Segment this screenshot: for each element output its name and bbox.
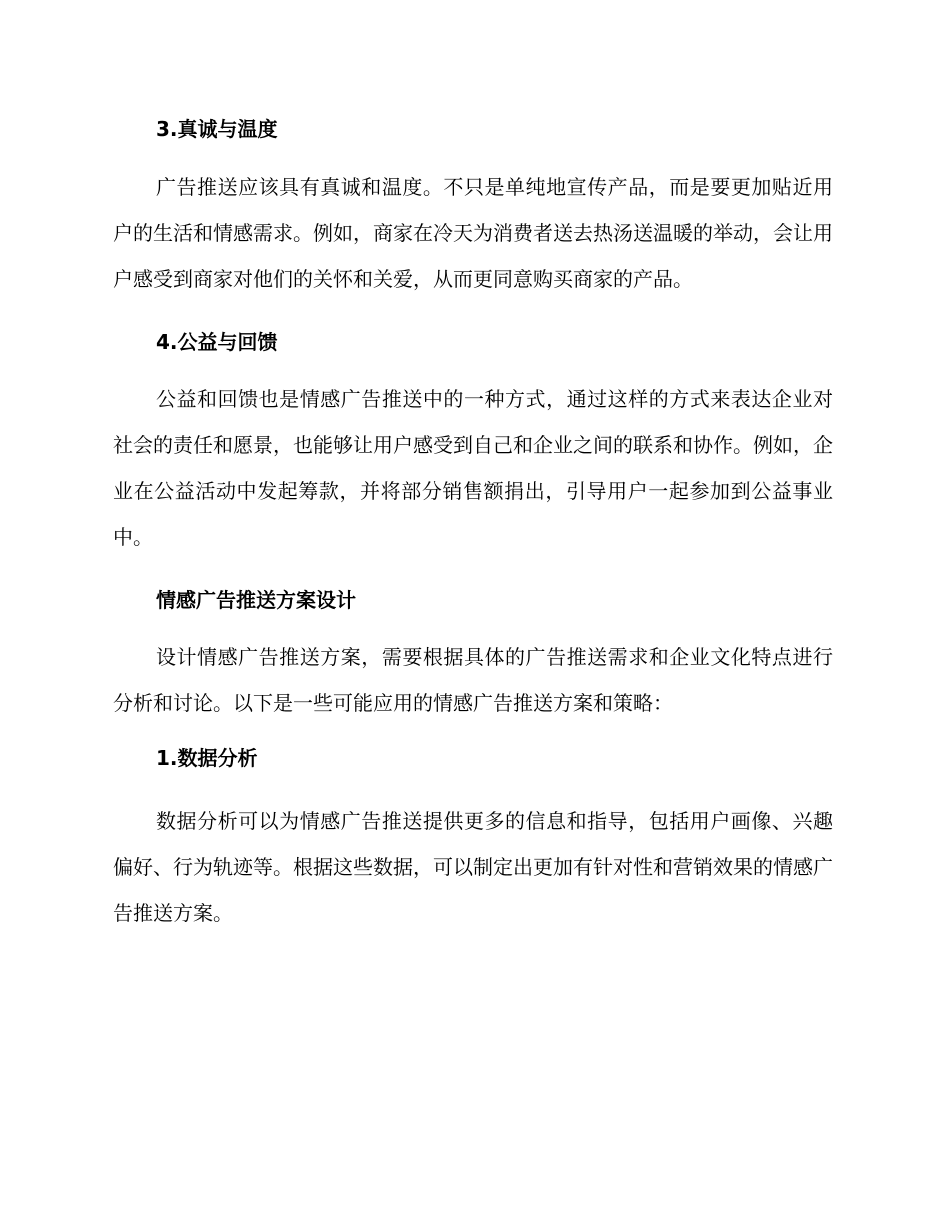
document-body bbox=[113, 111, 833, 936]
section-heading-data-analysis: 1.数据分析 bbox=[156, 746, 258, 770]
section-heading-sincerity-warmth: 3.真诚与温度 bbox=[156, 117, 278, 141]
section-paragraph-data-analysis: 数据分析可以为情感广告推送提供更多的信息和指导，包括用户画像、兴趣偏好、行为轨迹等。根据这些数据，可以制定出更加有针对性和营销效果的情感广告推送方案。 bbox=[113, 809, 833, 925]
section-paragraph-charity-feedback: 公益和回馈也是情感广告推送中的一种方式，通过这样的方式来表达企业对社会的责任和愿景，也能够让用户感受到自己和企业之间的联系和协作。例如，企业在公益活动中发起筹款，并将部分销售额捐出，引导用户一起参加到公益事业中。 bbox=[113, 387, 833, 549]
section-paragraph-plan-design: 设计情感广告推送方案，需要根据具体的广告推送需求和企业文化特点进行分析和讨论。以下是一些可能应用的情感广告推送方案和策略： bbox=[113, 645, 833, 715]
section-paragraph-sincerity-warmth: 广告推送应该具有真诚和温度。不只是单纯地宣传产品，而是要更加贴近用户的生活和情感需求。例如，商家在冷天为消费者送去热汤送温暖的举动，会让用户感受到商家对他们的关怀和关爱，从而更同意购买商家的产品。 bbox=[113, 175, 833, 291]
section-heading-plan-design: 情感广告推送方案设计 bbox=[156, 588, 356, 612]
section-heading-charity-feedback: 4.公益与回馈 bbox=[156, 330, 278, 354]
